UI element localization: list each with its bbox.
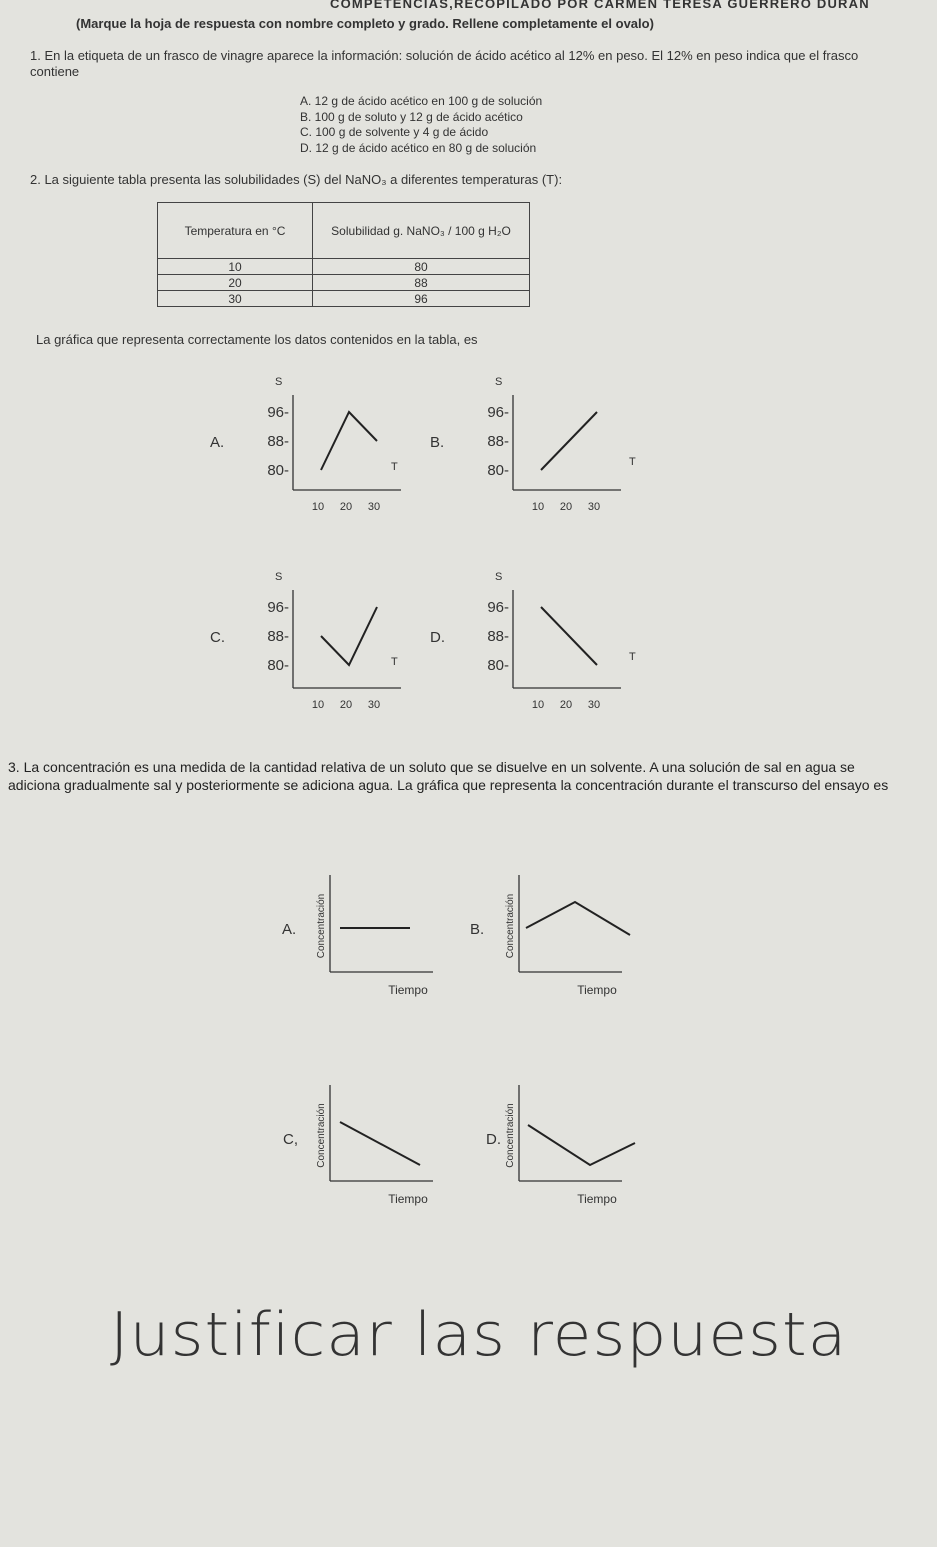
table-header-temp: Temperatura en °C — [158, 203, 313, 259]
y-tick-label: 88- — [487, 628, 509, 645]
table-cell: 20 — [158, 275, 313, 291]
x-axis-label: Tiempo — [388, 983, 428, 997]
x-tick-label: 30 — [587, 699, 601, 711]
x-axis-label: Tiempo — [388, 1192, 428, 1206]
y-axis-label: S — [275, 571, 283, 583]
y-tick-label: 80- — [267, 657, 289, 674]
y-tick-label: 88- — [487, 433, 509, 450]
x-axis-label: T — [629, 651, 636, 663]
y-tick-label: 88- — [267, 628, 289, 645]
series-line — [528, 1125, 635, 1165]
x-axis-label: T — [391, 461, 398, 473]
graph-label: C, — [283, 1131, 298, 1148]
y-tick-label: 96- — [267, 404, 289, 421]
graph-label: A. — [210, 434, 225, 451]
graph-label: A. — [282, 921, 297, 938]
x-tick-label: 10 — [531, 501, 545, 513]
series-line — [526, 902, 630, 935]
table-cell: 88 — [313, 275, 530, 291]
y-tick-label: 88- — [267, 433, 289, 450]
x-axis-label: Tiempo — [577, 983, 617, 997]
handwritten-note: Justificar las respuesta — [110, 1300, 848, 1370]
page-header: COMPETENCIAS,RECOPILADO POR CARMEN TERESA GUERRERO DURAN — [330, 0, 870, 11]
x-tick-label: 20 — [339, 501, 353, 513]
table-header-solubility: Solubilidad g. NaNO₃ / 100 g H₂O — [313, 203, 530, 259]
x-tick-label: 10 — [531, 699, 545, 711]
table-cell: 10 — [158, 259, 313, 275]
table-cell: 96 — [313, 291, 530, 307]
graph-label: B. — [430, 434, 445, 451]
y-tick-label: 80- — [487, 462, 509, 479]
x-axis-label: T — [629, 456, 636, 468]
y-axis-label: S — [495, 571, 503, 583]
question-3: 3. La concentración es una medida de la cantidad relativa de un soluto que se disuelve en un solvente. A una solución de sal en agua se adiciona gradualmente sal y posteriormente se adiciona agua. La gráfica que representa la concentración durante el transcurso del ensayo es — [8, 759, 889, 793]
y-axis-label: S — [495, 376, 503, 388]
table-cell: 80 — [313, 259, 530, 275]
y-tick-label: 80- — [487, 657, 509, 674]
y-axis-label: Concentración — [316, 1103, 327, 1168]
y-tick-label: 96- — [267, 599, 289, 616]
y-tick-label: 80- — [267, 462, 289, 479]
x-tick-label: 30 — [367, 699, 381, 711]
x-tick-label: 30 — [587, 501, 601, 513]
x-axis-label: Tiempo — [577, 1192, 617, 1206]
x-tick-label: 30 — [367, 501, 381, 513]
x-tick-label: 20 — [339, 699, 353, 711]
option-c[interactable]: C. 100 g de solvente y 4 g de ácido — [300, 125, 489, 139]
series-line — [340, 1122, 420, 1165]
graph-label: D. — [430, 629, 445, 646]
x-tick-label: 20 — [559, 699, 573, 711]
y-tick-label: 96- — [487, 599, 509, 616]
x-axis-label: T — [391, 656, 398, 668]
table-cell: 30 — [158, 291, 313, 307]
option-b[interactable]: B. 100 g de soluto y 12 g de ácido acético — [300, 109, 523, 124]
y-tick-label: 96- — [487, 404, 509, 421]
x-tick-label: 20 — [559, 501, 573, 513]
y-axis-label: S — [275, 376, 283, 388]
option-d[interactable]: D. 12 g de ácido acético en 80 g de solución — [300, 140, 537, 155]
y-axis-label: Concentración — [316, 893, 327, 959]
question-2-prompt: La gráfica que representa correctamente los datos contenidos en la tabla, es — [36, 332, 478, 347]
y-axis-label: Concentración — [505, 893, 516, 959]
graph-label: C. — [210, 629, 225, 646]
question-2: 2. La siguiente tabla presenta las solubilidades (S) del NaNO₃ a diferentes temperaturas (T): — [30, 172, 563, 187]
graph-label: D. — [486, 1131, 501, 1148]
x-tick-label: 10 — [311, 501, 325, 513]
question-1: 1. En la etiqueta de un frasco de vinagre aparece la información: solución de ácido acético al 12% en peso. El 12% en peso indica que el frasco contiene — [30, 48, 859, 79]
option-a[interactable]: A. 12 g de ácido acético en 100 g de solución — [300, 94, 543, 108]
x-tick-label: 10 — [311, 699, 325, 711]
instructions: (Marque la hoja de respuesta con nombre completo y grado. Rellene completamente el ovalo) — [76, 16, 654, 31]
y-axis-label: Concentración — [505, 1103, 516, 1168]
graph-label: B. — [470, 921, 485, 938]
